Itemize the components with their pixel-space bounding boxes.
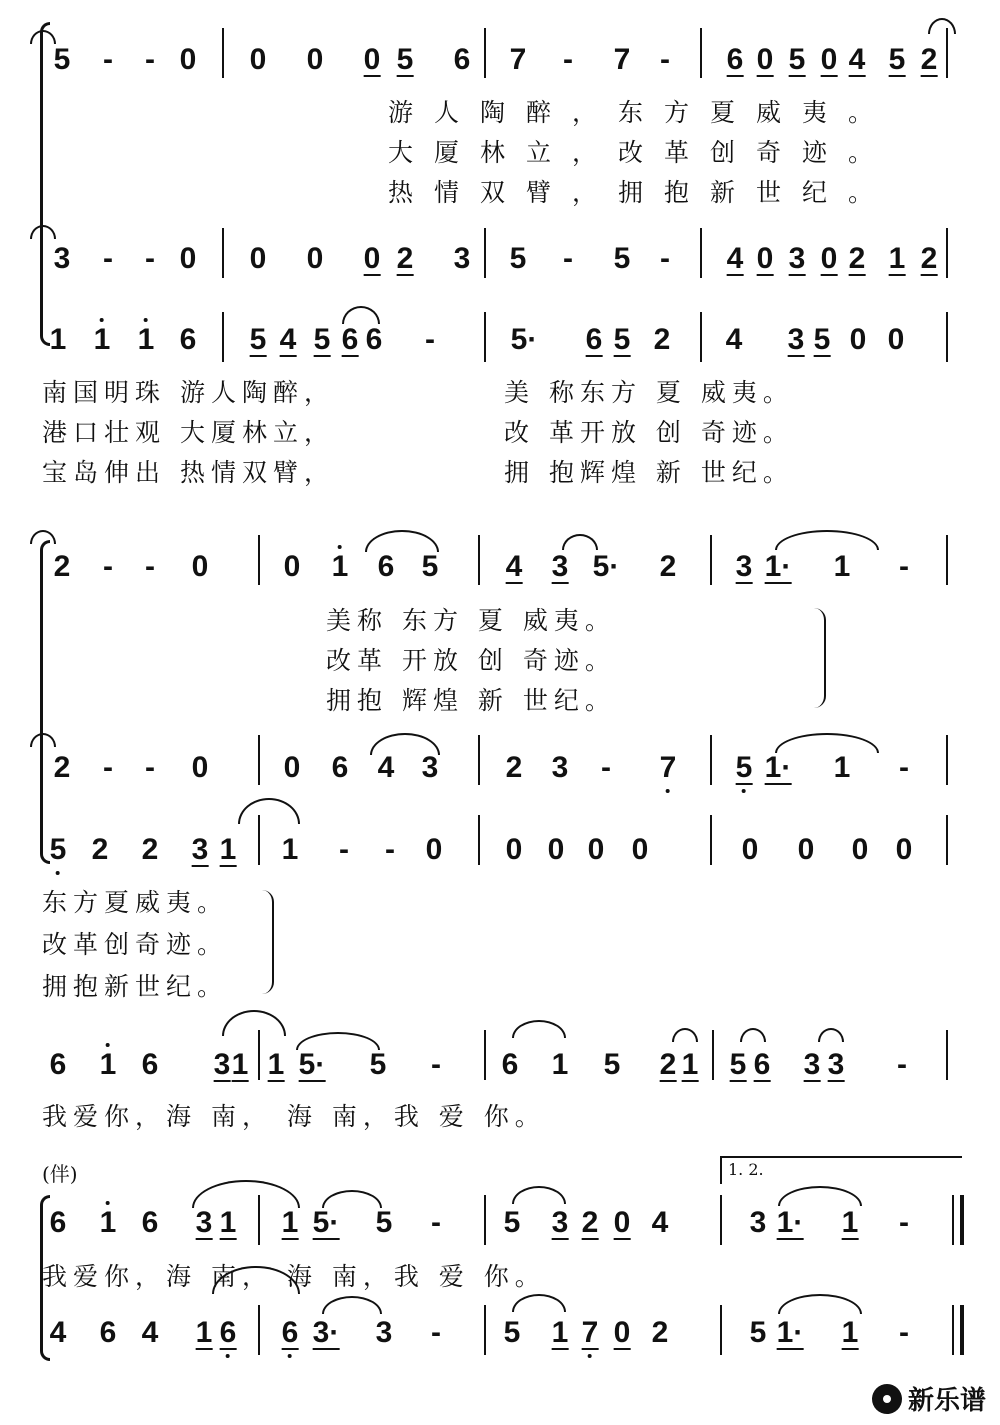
note: 1· xyxy=(776,1316,804,1349)
barline xyxy=(710,735,712,785)
note: 5 xyxy=(396,43,414,76)
note: 3 xyxy=(803,1048,821,1081)
melody-voice xyxy=(0,835,1000,885)
slur xyxy=(30,225,56,239)
lyric-line: 我爱你，海 南， 海 南，我 爱 你。 xyxy=(42,1102,546,1131)
note: 3 xyxy=(453,242,471,275)
note: 3 xyxy=(375,1316,393,1349)
note: 5 xyxy=(813,323,831,356)
note: 3 xyxy=(787,323,805,356)
note: 4 xyxy=(141,1316,159,1349)
note: 0 xyxy=(820,242,838,275)
note: 5 xyxy=(749,1316,767,1349)
barline xyxy=(700,28,702,78)
note: 7 xyxy=(581,1316,599,1349)
slur xyxy=(222,1010,286,1036)
note: 3 xyxy=(735,550,753,583)
note: 5· xyxy=(298,1048,326,1081)
note: 2 xyxy=(53,751,71,784)
barline xyxy=(720,1305,722,1355)
note: 3 xyxy=(827,1048,845,1081)
note-dash: - xyxy=(145,751,155,784)
note: 6 xyxy=(179,323,197,356)
note: 0 xyxy=(820,43,838,76)
note: 1 xyxy=(841,1206,859,1239)
note: 1 xyxy=(219,1206,237,1239)
note: 5 xyxy=(888,43,906,76)
note: 1 xyxy=(219,833,237,866)
note: 0 xyxy=(306,242,324,275)
note: 0 xyxy=(283,751,301,784)
note-dash: - xyxy=(563,242,573,275)
note: 0 xyxy=(191,550,209,583)
melody-voice xyxy=(0,325,1000,375)
music-disc-icon xyxy=(872,1384,902,1414)
lyric-line-2: 改革 开放 创 奇迹。 xyxy=(326,646,616,675)
note: 6 xyxy=(99,1316,117,1349)
note: 5 xyxy=(729,1048,747,1081)
note: 1 xyxy=(833,751,851,784)
note: 1 xyxy=(49,323,67,356)
note-dash: - xyxy=(899,751,909,784)
note: 0 xyxy=(306,43,324,76)
note: 5 xyxy=(503,1316,521,1349)
note: 0 xyxy=(283,550,301,583)
slur xyxy=(562,534,598,550)
barline xyxy=(946,228,948,278)
note: 5 xyxy=(369,1048,387,1081)
barline xyxy=(478,535,480,585)
note: 5 xyxy=(313,323,331,356)
note-dash: - xyxy=(339,833,349,866)
note-dash: - xyxy=(145,550,155,583)
slur xyxy=(296,1032,380,1050)
note: 1 xyxy=(137,323,155,356)
barline xyxy=(946,312,948,362)
note: 2 xyxy=(920,43,938,76)
note: 0 xyxy=(797,833,815,866)
right-brace xyxy=(814,608,826,708)
note-dash: - xyxy=(899,1206,909,1239)
slur xyxy=(370,733,440,755)
note: 7 xyxy=(659,751,677,784)
note-dash: - xyxy=(660,242,670,275)
note: 2 xyxy=(141,833,159,866)
note: 2 xyxy=(581,1206,599,1239)
note: 2 xyxy=(653,323,671,356)
note: 1· xyxy=(764,751,792,784)
lower-voice xyxy=(0,244,1000,294)
note: 0 xyxy=(179,43,197,76)
barline xyxy=(952,1305,954,1355)
note: 5· xyxy=(592,550,620,583)
upper-voice xyxy=(0,1208,1000,1258)
note: 4 xyxy=(377,751,395,784)
lyric-line-1b: 美 称东方 夏 威夷。 xyxy=(504,378,794,407)
lyric-line-1: 南国明珠 游人陶醉， xyxy=(42,378,335,407)
note: 0 xyxy=(613,1206,631,1239)
lyric-line-1: 美称 东方 夏 威夷。 xyxy=(326,606,616,635)
note-dash: - xyxy=(899,550,909,583)
note-dash: - xyxy=(897,1048,907,1081)
note: 4 xyxy=(49,1316,67,1349)
note: 5 xyxy=(735,751,753,784)
note: 0 xyxy=(363,242,381,275)
lower-voice xyxy=(0,1318,1000,1368)
slur xyxy=(778,1186,862,1206)
note: 0 xyxy=(547,833,565,866)
volta-label: 1. 2. xyxy=(728,1160,764,1179)
barline xyxy=(720,1195,722,1245)
note-dash: - xyxy=(385,833,395,866)
note: 6 xyxy=(753,1048,771,1081)
note: 5· xyxy=(312,1206,340,1239)
note-dash: - xyxy=(103,550,113,583)
barline xyxy=(946,735,948,785)
note-dash: - xyxy=(425,323,435,356)
barline xyxy=(222,312,224,362)
lower-voice xyxy=(0,753,1000,803)
right-brace xyxy=(262,890,274,994)
note: 1 xyxy=(267,1048,285,1081)
note-dash: - xyxy=(601,751,611,784)
lyric-line-2: 改革创奇迹。 xyxy=(42,930,229,959)
note: 3 xyxy=(421,751,439,784)
barline xyxy=(484,1195,486,1245)
note: 5 xyxy=(375,1206,393,1239)
note: 1 xyxy=(281,1206,299,1239)
note: 4 xyxy=(651,1206,669,1239)
note: 3 xyxy=(551,1206,569,1239)
lyric-line-3: 热情双臂，拥抱新世纪。 xyxy=(388,178,895,207)
slur xyxy=(365,530,439,552)
note: 5 xyxy=(613,323,631,356)
slur xyxy=(818,1028,844,1042)
note: 1 xyxy=(841,1316,859,1349)
note: 1 xyxy=(99,1048,117,1081)
note-dash: - xyxy=(431,1206,441,1239)
note-dash: - xyxy=(103,43,113,76)
note: 6 xyxy=(726,43,744,76)
lyric-line-3b: 拥 抱辉煌 新 世纪。 xyxy=(504,458,794,487)
barline xyxy=(484,312,486,362)
note: 0 xyxy=(756,242,774,275)
note: 1 xyxy=(93,323,111,356)
note: 5 xyxy=(788,43,806,76)
barline xyxy=(946,1030,948,1080)
note-dash: - xyxy=(431,1048,441,1081)
note-dash: - xyxy=(431,1316,441,1349)
note: 5 xyxy=(49,833,67,866)
slur xyxy=(740,1028,766,1042)
repeat-barline xyxy=(960,1305,964,1355)
note: 1 xyxy=(888,242,906,275)
lyric-line-1: 东方夏威夷。 xyxy=(42,888,229,917)
barline xyxy=(484,1305,486,1355)
note-dash: - xyxy=(145,43,155,76)
slur xyxy=(30,30,56,44)
note: 0 xyxy=(191,751,209,784)
barline xyxy=(222,228,224,278)
note: 1 xyxy=(99,1206,117,1239)
note: 6 xyxy=(585,323,603,356)
note: 0 xyxy=(425,833,443,866)
note: 3· xyxy=(312,1316,340,1349)
note: 1 xyxy=(331,550,349,583)
slur xyxy=(30,733,56,747)
note: 1 xyxy=(195,1316,213,1349)
note: 0 xyxy=(587,833,605,866)
barline xyxy=(712,1030,714,1080)
note: 3 xyxy=(749,1206,767,1239)
barline xyxy=(700,228,702,278)
note: 0 xyxy=(756,43,774,76)
note: 0 xyxy=(363,43,381,76)
note: 2 xyxy=(920,242,938,275)
slur xyxy=(775,733,879,753)
note: 5 xyxy=(249,323,267,356)
note: 7 xyxy=(613,43,631,76)
lyric-line-2: 港口壮观 大厦林立， xyxy=(42,418,335,447)
upper-voice xyxy=(0,45,1000,95)
note: 2 xyxy=(91,833,109,866)
barline xyxy=(258,735,260,785)
slur xyxy=(322,1296,382,1314)
note: 3 xyxy=(551,751,569,784)
lyric-line-2: 大厦林立，改革创奇迹。 xyxy=(388,138,895,167)
slur xyxy=(512,1186,566,1204)
lyric-line-1: 游人陶醉，东方夏威夷。 xyxy=(388,98,895,127)
note: 5 xyxy=(421,550,439,583)
barline xyxy=(258,535,260,585)
barline xyxy=(222,28,224,78)
barline xyxy=(946,535,948,585)
slur xyxy=(342,306,380,324)
barline xyxy=(952,1195,954,1245)
site-logo xyxy=(872,1380,986,1417)
upper-voice xyxy=(0,552,1000,602)
note: 3 xyxy=(191,833,209,866)
logo-text: 新乐谱 xyxy=(907,1386,986,1416)
barline xyxy=(484,1030,486,1080)
note-dash: - xyxy=(103,751,113,784)
note: 6 xyxy=(365,323,383,356)
note-dash: - xyxy=(563,43,573,76)
note: 2 xyxy=(505,751,523,784)
barline xyxy=(478,735,480,785)
note: 0 xyxy=(505,833,523,866)
note: 6 xyxy=(331,751,349,784)
note: 3 xyxy=(788,242,806,275)
note: 1 xyxy=(681,1048,699,1081)
note: 5· xyxy=(510,323,538,356)
note: 4 xyxy=(505,550,523,583)
slur xyxy=(322,1190,382,1208)
melody-voice xyxy=(0,1050,1000,1100)
repeat-barline xyxy=(960,1195,964,1245)
barline xyxy=(946,815,948,865)
note: 2 xyxy=(53,550,71,583)
note: 3 xyxy=(195,1206,213,1239)
note: 6 xyxy=(219,1316,237,1349)
lyric-line-3: 宝岛伸出 热情双臂， xyxy=(42,458,335,487)
note: 1 xyxy=(231,1048,249,1081)
note: 0 xyxy=(849,323,867,356)
barline xyxy=(484,28,486,78)
note: 6 xyxy=(501,1048,519,1081)
slur xyxy=(192,1180,300,1208)
note: 0 xyxy=(741,833,759,866)
slur xyxy=(672,1028,698,1042)
note: 0 xyxy=(179,242,197,275)
barline xyxy=(710,815,712,865)
barline xyxy=(484,228,486,278)
note: 3 xyxy=(213,1048,231,1081)
note: 4 xyxy=(848,43,866,76)
note-dash: - xyxy=(145,242,155,275)
note: 1· xyxy=(776,1206,804,1239)
note: 2 xyxy=(659,550,677,583)
slur xyxy=(30,530,56,544)
note-dash: - xyxy=(103,242,113,275)
volta-bracket xyxy=(720,1156,962,1184)
note: 7 xyxy=(509,43,527,76)
note: 0 xyxy=(613,1316,631,1349)
note: 6 xyxy=(281,1316,299,1349)
slur xyxy=(928,18,956,34)
note: 0 xyxy=(895,833,913,866)
note: 6 xyxy=(377,550,395,583)
note: 1 xyxy=(281,833,299,866)
note: 0 xyxy=(631,833,649,866)
barline xyxy=(258,1305,260,1355)
note: 2 xyxy=(848,242,866,275)
note-dash: - xyxy=(899,1316,909,1349)
note: 4 xyxy=(726,242,744,275)
note: 0 xyxy=(851,833,869,866)
note: 1 xyxy=(833,550,851,583)
note: 2 xyxy=(659,1048,677,1081)
note: 5 xyxy=(603,1048,621,1081)
note: 6 xyxy=(341,323,359,356)
note: 3 xyxy=(53,242,71,275)
slur xyxy=(512,1294,566,1312)
lyric-line-3: 拥抱 辉煌 新 世纪。 xyxy=(326,686,616,715)
note: 6 xyxy=(141,1048,159,1081)
accompaniment-label: (伴) xyxy=(42,1162,78,1186)
note: 4 xyxy=(279,323,297,356)
lyric-line-2b: 改 革开放 创 奇迹。 xyxy=(504,418,794,447)
slur xyxy=(778,1294,862,1314)
note: 2 xyxy=(396,242,414,275)
note: 1 xyxy=(551,1048,569,1081)
barline xyxy=(478,815,480,865)
note: 0 xyxy=(887,323,905,356)
barline xyxy=(258,1030,260,1080)
note: 3 xyxy=(551,550,569,583)
note: 6 xyxy=(453,43,471,76)
barline xyxy=(946,28,948,78)
barline xyxy=(710,535,712,585)
note: 5 xyxy=(53,43,71,76)
barline xyxy=(700,312,702,362)
lyric-line-3: 拥抱新世纪。 xyxy=(42,972,229,1001)
note: 0 xyxy=(249,242,267,275)
note: 5 xyxy=(613,242,631,275)
lyric-line: 我爱你，海 南， 海 南，我 爱 你。 xyxy=(42,1262,546,1291)
note: 5 xyxy=(503,1206,521,1239)
note: 6 xyxy=(49,1048,67,1081)
slur xyxy=(775,530,879,550)
note: 2 xyxy=(651,1316,669,1349)
note-dash: - xyxy=(660,43,670,76)
note: 0 xyxy=(249,43,267,76)
note: 1· xyxy=(764,550,792,583)
note: 1 xyxy=(551,1316,569,1349)
note: 5 xyxy=(509,242,527,275)
slur xyxy=(512,1020,566,1038)
note: 6 xyxy=(141,1206,159,1239)
note: 6 xyxy=(49,1206,67,1239)
note: 4 xyxy=(725,323,743,356)
